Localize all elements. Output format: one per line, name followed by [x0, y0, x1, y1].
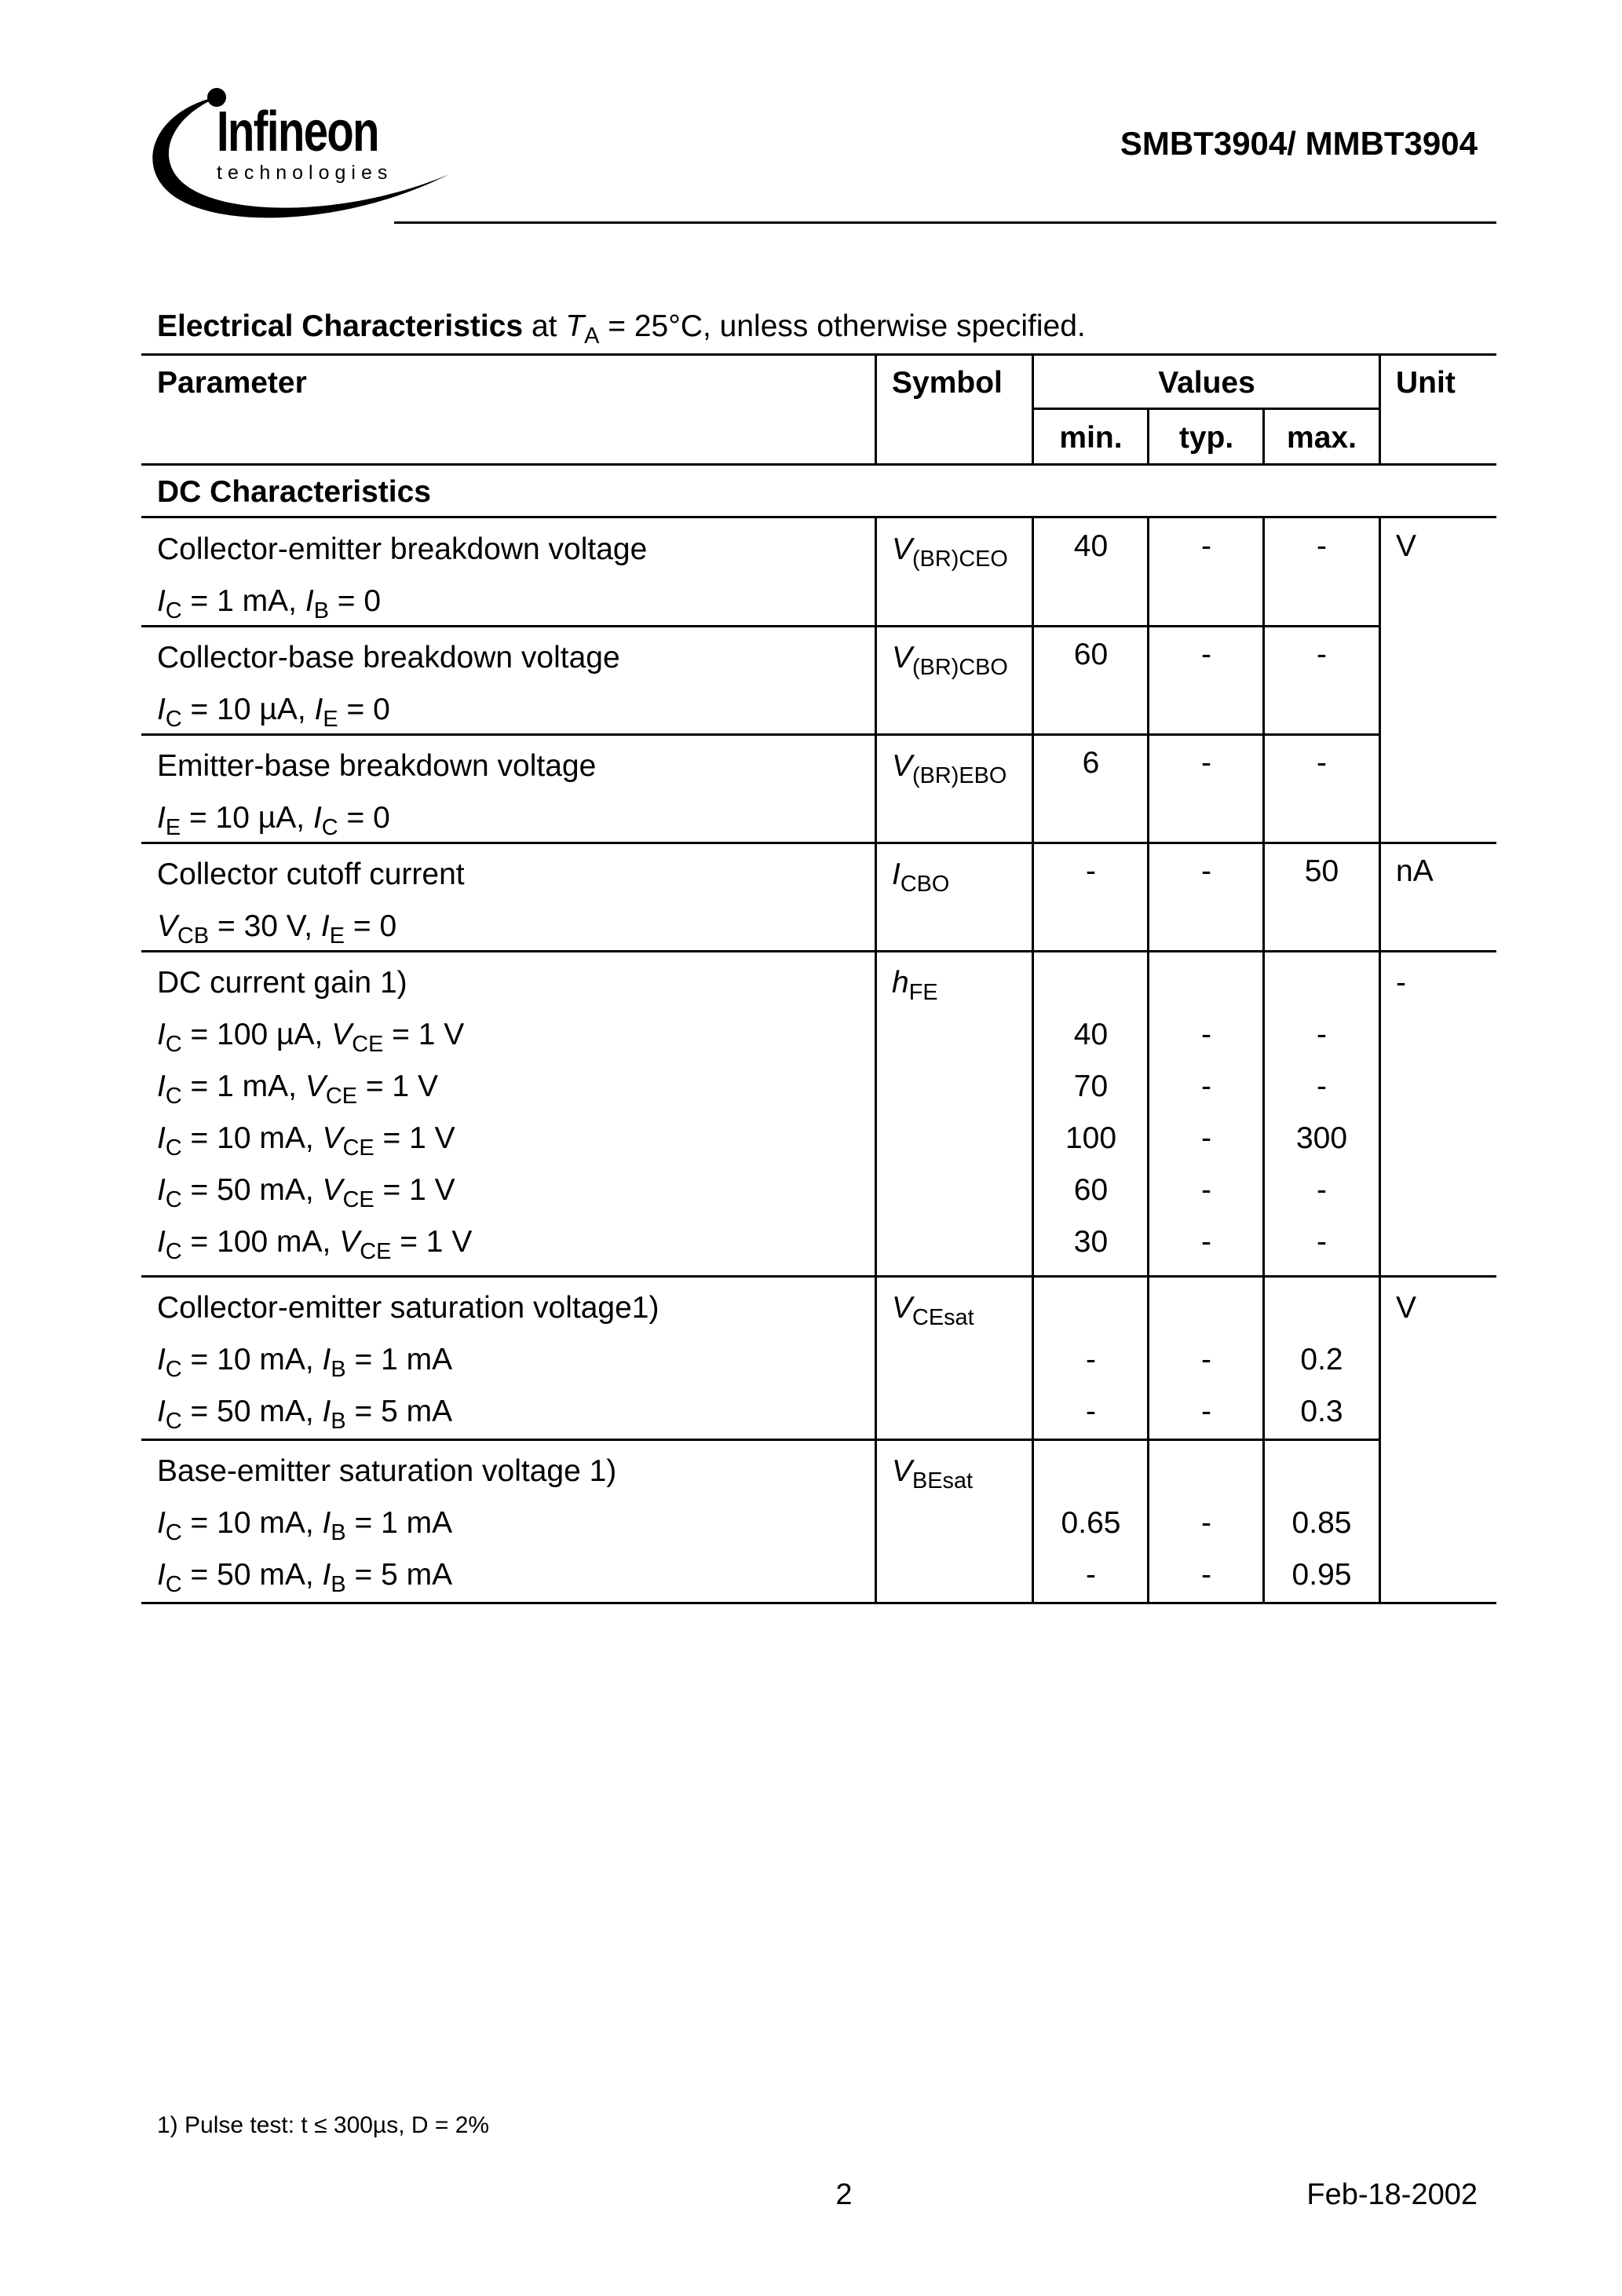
header-divider — [394, 221, 1496, 224]
value-max: 0.2 — [1300, 1343, 1343, 1377]
caption-at: at — [531, 309, 557, 343]
param-symbol: $V_{(BR)CEO}$ — [892, 532, 1008, 572]
caption-title: Electrical Characteristics — [157, 309, 524, 343]
param-symbol: $V_{(BR)CBO}$ — [892, 641, 1008, 681]
value-typ: - — [1201, 1173, 1211, 1207]
table-col-rule — [1379, 516, 1381, 1602]
section-title: DC Characteristics — [157, 475, 431, 509]
value-max: - — [1317, 638, 1327, 671]
table-rule — [141, 733, 1380, 736]
param-condition: $I_C = 10$ mA, $V_{CE} = 1$ V — [157, 1121, 455, 1161]
value-min: - — [1086, 1343, 1096, 1377]
value-max: 0.3 — [1300, 1395, 1343, 1428]
param-label: Collector-emitter saturation voltage1) — [157, 1291, 659, 1325]
param-condition: $I_C = 50$ mA, $I_B = 5$ mA — [157, 1395, 453, 1435]
value-min: 100 — [1065, 1121, 1117, 1155]
page-number: 2 — [835, 2178, 853, 2211]
document-title: SMBT3904/ MMBT3904 — [1120, 125, 1478, 162]
table-rule — [141, 353, 1496, 356]
value-max: - — [1317, 1225, 1327, 1259]
table-caption — [157, 309, 1086, 349]
table-rule — [141, 516, 1496, 518]
table-rule — [141, 950, 1496, 952]
value-min: 30 — [1073, 1225, 1109, 1259]
table-rule — [141, 463, 1496, 466]
value-unit: - — [1396, 966, 1406, 1000]
param-condition: $I_C = 50$ mA, $I_B = 5$ mA — [157, 1558, 453, 1598]
param-condition: $V_{CB} = 30$ V, $I_E = 0$ — [157, 909, 397, 949]
table-rule — [141, 625, 1380, 627]
header-unit: Unit — [1396, 366, 1456, 400]
param-condition: $I_C = 50$ mA, $V_{CE} = 1$ V — [157, 1173, 455, 1213]
header-symbol: Symbol — [892, 366, 1003, 400]
table-col-rule — [875, 353, 877, 463]
value-min: 70 — [1073, 1069, 1109, 1103]
value-max: 300 — [1295, 1121, 1348, 1155]
table-col-rule — [1032, 516, 1034, 1602]
table-rule — [1033, 408, 1380, 410]
value-max: 0.95 — [1291, 1558, 1352, 1592]
param-condition: $I_E = 10$ µA, $I_C = 0$ — [157, 801, 390, 841]
value-min: 40 — [1073, 1018, 1109, 1051]
value-typ: - — [1201, 1343, 1211, 1377]
value-typ: - — [1201, 1506, 1211, 1540]
param-symbol: $V_{CEsat}$ — [892, 1291, 974, 1331]
param-condition: $I_C = 10$ µA, $I_E = 0$ — [157, 693, 390, 733]
value-typ: - — [1201, 1225, 1211, 1259]
logo-wordmark: Infineon — [217, 101, 378, 163]
table-rule — [141, 1602, 1496, 1604]
logo-tagline: technologies — [217, 162, 393, 184]
value-min: 0.65 — [1061, 1506, 1121, 1540]
param-label: DC current gain 1) — [157, 966, 407, 1000]
table-col-rule — [875, 516, 877, 1602]
value-max: - — [1317, 1069, 1327, 1103]
caption-temp-sub: A — [584, 324, 600, 349]
value-min: - — [1086, 854, 1096, 888]
table-rule — [141, 1439, 1380, 1441]
table-col-rule — [1147, 516, 1149, 1602]
param-condition: $I_C = 1$ mA, $V_{CE} = 1$ V — [157, 1069, 438, 1110]
param-label: Collector-emitter breakdown voltage — [157, 532, 648, 566]
company-logo — [135, 72, 465, 229]
value-max: - — [1317, 1173, 1327, 1207]
param-label: Emitter-base breakdown voltage — [157, 749, 597, 783]
param-condition: $I_C = 10$ mA, $I_B = 1$ mA — [157, 1506, 453, 1546]
header-parameter: Parameter — [157, 366, 307, 400]
value-min: 60 — [1073, 1173, 1109, 1207]
header-values: Values — [1158, 366, 1255, 400]
value-max: - — [1317, 746, 1327, 780]
caption-temp-symbol: T — [565, 309, 585, 343]
value-unit: V — [1396, 529, 1417, 563]
value-min: 6 — [1082, 746, 1100, 780]
value-min: - — [1086, 1395, 1096, 1428]
param-symbol: $I_{CBO}$ — [892, 857, 950, 898]
table-rule — [141, 842, 1496, 844]
param-condition: $I_C = 1$ mA, $I_B = 0$ — [157, 584, 382, 624]
value-typ: - — [1201, 1121, 1211, 1155]
value-max: 50 — [1304, 854, 1339, 888]
footnote: 1) Pulse test: t ≤ 300µs, D = 2% — [157, 2112, 490, 2138]
value-unit: nA — [1396, 854, 1434, 888]
param-symbol: $V_{(BR)EBO}$ — [892, 749, 1007, 789]
value-typ: - — [1201, 1558, 1211, 1592]
value-max: 0.85 — [1291, 1506, 1352, 1540]
value-unit: V — [1396, 1291, 1417, 1325]
value-min: 40 — [1073, 529, 1109, 563]
value-typ: - — [1201, 1018, 1211, 1051]
caption-condition: = 25°C, unless otherwise specified. — [608, 309, 1086, 343]
value-typ: - — [1201, 1069, 1211, 1103]
value-typ: - — [1201, 529, 1211, 563]
value-typ: - — [1201, 854, 1211, 888]
param-label: Collector-base breakdown voltage — [157, 641, 620, 675]
header-typ: typ. — [1178, 421, 1234, 455]
value-min: 60 — [1073, 638, 1109, 671]
table-rule — [141, 1275, 1496, 1278]
table-col-rule — [1262, 516, 1265, 1602]
header-max: max. — [1287, 421, 1357, 455]
param-condition: $I_C = 100$ µA, $V_{CE} = 1$ V — [157, 1018, 465, 1058]
value-max: - — [1317, 529, 1327, 563]
value-typ: - — [1201, 638, 1211, 671]
value-typ: - — [1201, 1395, 1211, 1428]
param-symbol: $h_{FE}$ — [892, 966, 938, 1006]
param-symbol: $V_{BEsat}$ — [892, 1454, 974, 1494]
header-min: min. — [1059, 421, 1123, 455]
value-typ: - — [1201, 746, 1211, 780]
param-label: Collector cutoff current — [157, 857, 465, 891]
value-min: - — [1086, 1558, 1096, 1592]
page-date: Feb-18-2002 — [1306, 2178, 1478, 2211]
value-max: - — [1317, 1018, 1327, 1051]
param-label: Base-emitter saturation voltage 1) — [157, 1454, 617, 1488]
param-condition: $I_C = 100$ mA, $V_{CE} = 1$ V — [157, 1225, 473, 1265]
param-condition: $I_C = 10$ mA, $I_B = 1$ mA — [157, 1343, 453, 1383]
